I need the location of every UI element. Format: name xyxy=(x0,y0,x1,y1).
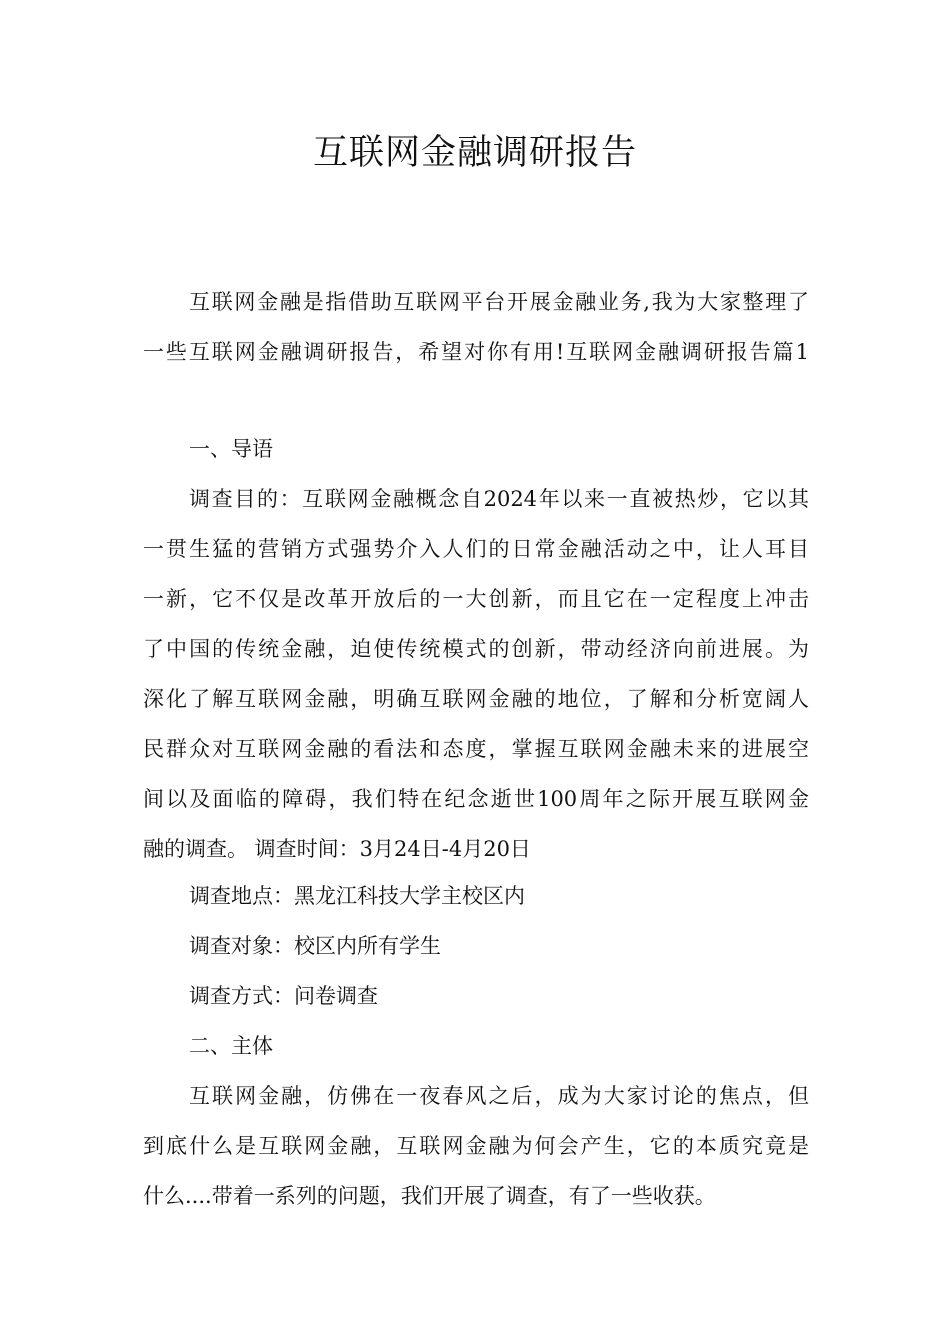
document-title: 互联网金融调研报告 xyxy=(312,133,637,173)
purpose-line: 融的调查。 调查时间：3月24日-4月20日 xyxy=(143,837,531,861)
main-line: 什么....带着一系列的问题，我们开展了调查，有了一些收获。 xyxy=(143,1184,716,1208)
section-heading-main xyxy=(143,1021,809,1071)
purpose-line: 深化了解互联网金融，明确互联网金融的地位，了解和分析宽阔人 xyxy=(143,687,809,711)
purpose-line: 间以及面临的障碍，我们特在纪念逝世100周年之际开展互联网金 xyxy=(143,787,809,811)
purpose-line: 一贯生猛的营销方式强势介入人们的日常金融活动之中，让人耳目 xyxy=(143,537,809,561)
section-heading-introduction xyxy=(143,424,809,474)
purpose-line: 调查目的：互联网金融概念自2024年以来一直被热炒，它以其 xyxy=(189,487,809,511)
main-line: 到底什么是互联网金融，互联网金融为何会产生，它的本质究竟是 xyxy=(143,1134,809,1158)
survey-subjects: 调查对象：校区内所有学生 xyxy=(189,934,441,958)
intro-line: 一些互联网金融调研报告，希望对你有用!互联网金融调研报告篇1 xyxy=(143,340,809,364)
section-heading: 一、导语 xyxy=(189,437,273,461)
purpose-line: 了中国的传统金融，迫使传统模式的创新，带动经济向前进展。为 xyxy=(143,637,809,661)
purpose-paragraph xyxy=(143,474,809,874)
subjects-paragraph xyxy=(143,921,809,971)
main-paragraph xyxy=(143,1071,809,1221)
location-paragraph xyxy=(143,871,809,921)
section-heading: 二、主体 xyxy=(189,1034,273,1058)
intro-paragraph xyxy=(143,277,809,377)
survey-location: 调查地点：黑龙江科技大学主校区内 xyxy=(189,884,525,908)
purpose-line: 民群众对互联网金融的看法和态度，掌握互联网金融未来的进展空 xyxy=(143,737,809,761)
method-paragraph xyxy=(143,971,809,1021)
intro-line: 互联网金融是指借助互联网平台开展金融业务,我为大家整理了 xyxy=(189,290,809,314)
main-line: 互联网金融，仿佛在一夜春风之后，成为大家讨论的焦点，但 xyxy=(189,1084,809,1108)
survey-method: 调查方式：问卷调查 xyxy=(189,984,378,1008)
purpose-line: 一新，它不仅是改革开放后的一大创新，而且它在一定程度上冲击 xyxy=(143,587,809,611)
